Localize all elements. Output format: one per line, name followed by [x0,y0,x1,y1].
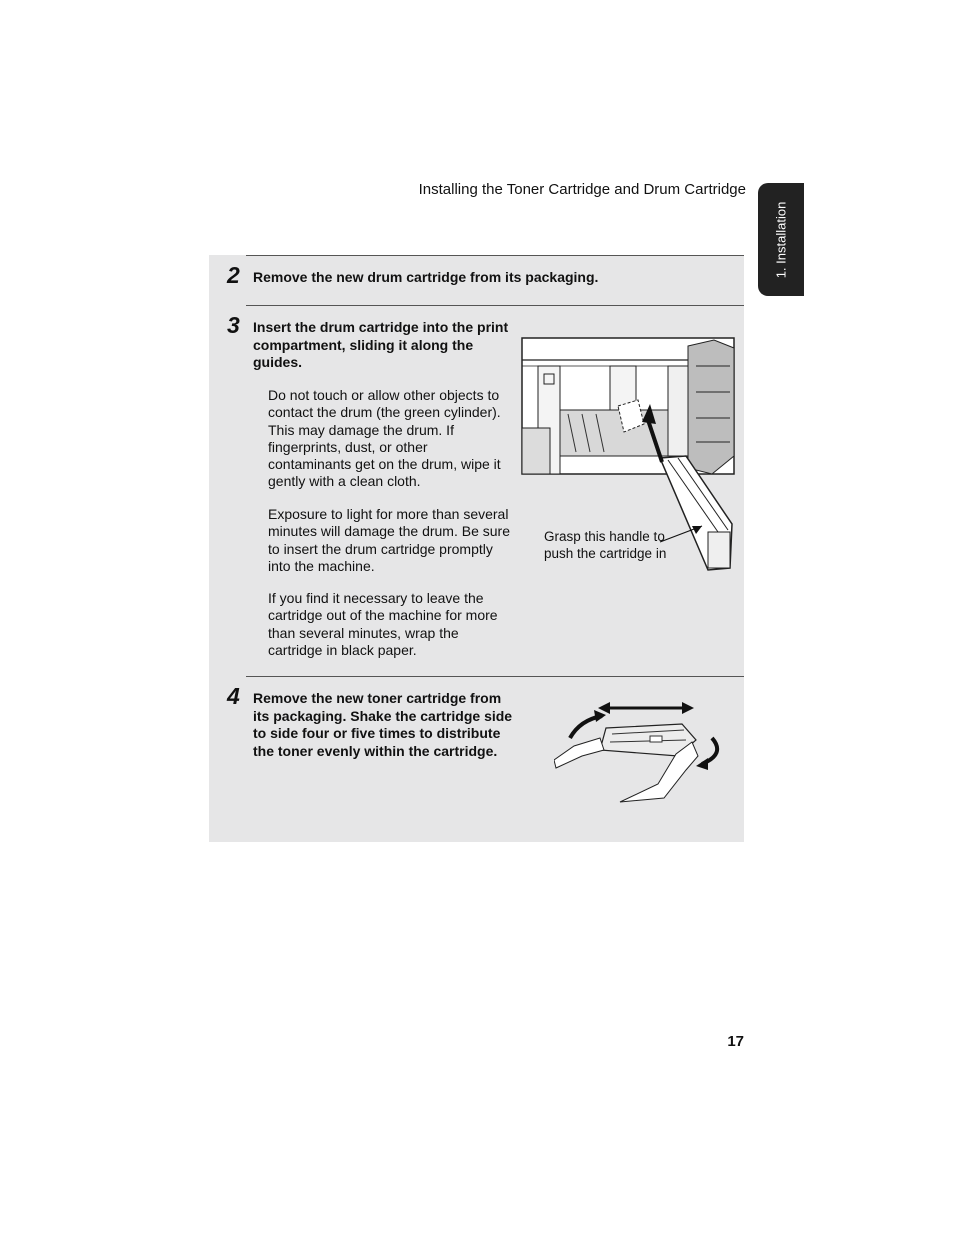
step-3-line: compartment, sliding it along the [253,336,474,353]
step-3-line: guides. [253,354,303,370]
note-line: contact the drum (the green cylinder). [268,404,501,421]
note-line: minutes will damage the drum. Be sure [268,523,510,540]
section-tab-label: 1. Installation [773,201,789,278]
light-exposure-note [268,506,516,575]
running-header: Installing the Toner Cartridge and Drum Cartridge [418,181,746,198]
note-line: fingerprints, dust, or other [268,438,428,455]
note-line: into the machine. [268,557,375,574]
step-divider [246,676,744,677]
page-number: 17 [727,1033,744,1050]
section-tab [758,183,804,296]
step-4-line: Remove the new toner cartridge from [253,690,502,706]
note-line: gently with a clean cloth. [268,473,421,490]
storage-note [268,590,516,659]
note-line: Do not touch or allow other objects to [268,387,500,403]
step-4-text [253,690,523,760]
step-4-line: its packaging. Shake the cartridge side [253,707,513,724]
step-4-line: to side four or five times to distribute [253,725,501,741]
note-line: cartridge out of the machine for more [268,607,498,624]
note-line: cartridge in black paper. [268,641,417,658]
note-line: This may damage the drum. If [268,421,454,438]
step-4-line: the toner evenly within the cartridge. [253,742,498,759]
note-line: If you find it necessary to leave the [268,590,484,606]
caption-line: push the cartridge in [544,546,667,561]
step-2-text: Remove the new drum cartridge from its packaging. [253,269,599,285]
drum-handling-note [268,387,516,491]
step-divider [246,255,744,256]
step-3-text [253,319,518,372]
step-4-number: 4 [227,683,240,709]
toner-shake-illustration [554,698,730,804]
note-line: Exposure to light for more than several [268,506,509,522]
note-line: contaminants get on the drum, wipe it [268,456,501,473]
caption-line: Grasp this handle to [544,529,665,544]
note-line: than several minutes, wrap the [268,624,459,641]
step-2-number: 2 [227,262,240,288]
handle-caption [544,528,666,562]
note-line: to insert the drum cartridge promptly [268,540,493,557]
step-3-line: Insert the drum cartridge into the print [253,319,509,335]
step-divider [246,305,744,306]
step-3-number: 3 [227,312,240,338]
